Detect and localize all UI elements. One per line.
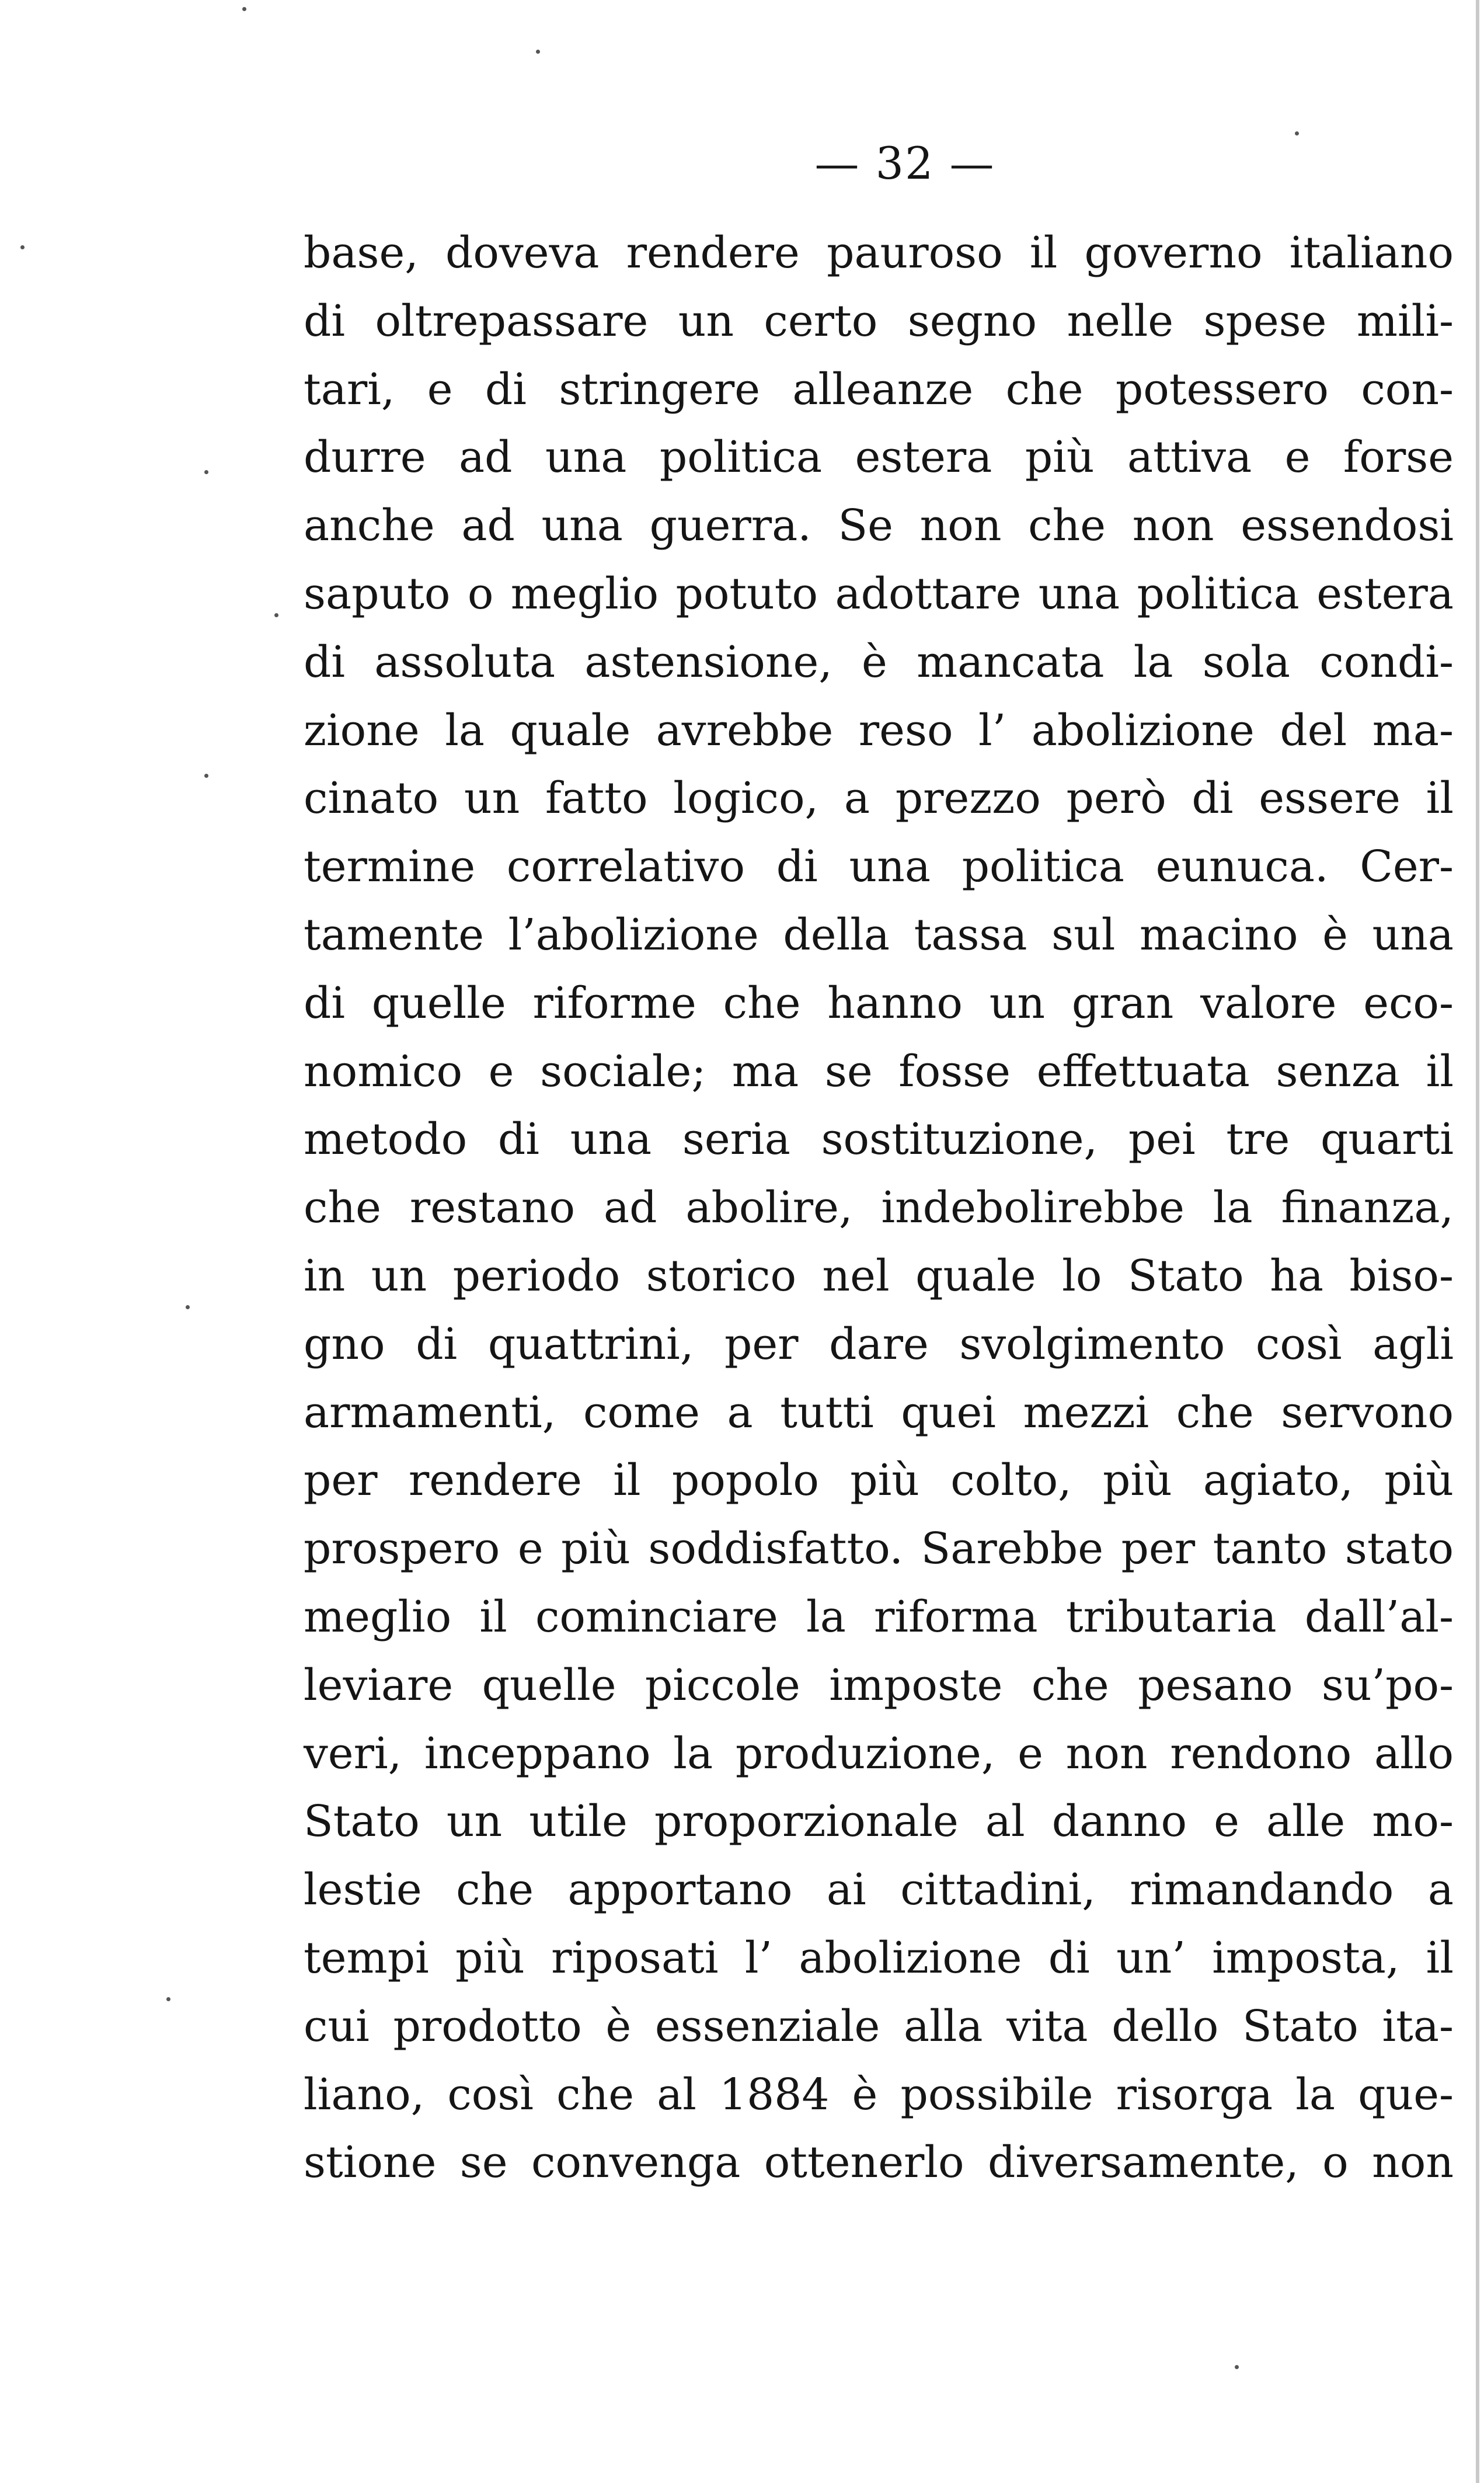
text-line: saputo o meglio potuto adottare una politica estera — [304, 568, 1454, 619]
text-line: liano, così che al 1884 è possibile risorga la que- — [304, 2069, 1454, 2120]
text-line: Stato un utile proporzionale al danno e alle mo- — [304, 1796, 1454, 1847]
text-line: termine correlativo di una politica eunuca. Cer- — [304, 841, 1454, 892]
text-line: base, doveva rendere pauroso il governo italiano — [304, 228, 1454, 278]
text-line: in un periodo storico nel quale lo Stato ha biso- — [304, 1250, 1454, 1301]
scan-speck — [166, 1997, 170, 2001]
text-line: cinato un fatto logico, a prezzo però di essere il — [304, 773, 1454, 824]
text-line: armamenti, come a tutti quei mezzi che servono — [304, 1387, 1454, 1438]
scan-speck — [1295, 131, 1299, 135]
page-edge-rule — [1476, 0, 1479, 2483]
text-line: lestie che apportano ai cittadini, rimandando a — [304, 1865, 1454, 1915]
text-line: stione se convenga ottenerlo diversamente, o non — [304, 2137, 1454, 2188]
text-line: metodo di una seria sostituzione, pei tre quarti — [304, 1114, 1454, 1165]
text-line: di assoluta astensione, è mancata la sola condi- — [304, 637, 1454, 687]
text-line: leviare quelle piccole imposte che pesano su’po- — [304, 1660, 1454, 1710]
text-line: anche ad una guerra. Se non che non essendosi — [304, 500, 1454, 551]
scan-speck — [204, 774, 208, 778]
text-line: veri, inceppano la produzione, e non rendono allo — [304, 1728, 1454, 1779]
scan-speck — [242, 7, 246, 11]
text-line: che restano ad abolire, indebolirebbe la finanza, — [304, 1183, 1454, 1233]
scan-speck — [1235, 2365, 1239, 2369]
text-line: tari, e di stringere alleanze che potessero con- — [304, 364, 1454, 415]
scan-speck — [204, 470, 208, 474]
text-line: gno di quattrini, per dare svolgimento così agli — [304, 1319, 1454, 1369]
scan-speck — [186, 1305, 190, 1309]
page-number: — 32 — — [814, 137, 995, 189]
text-line: di oltrepassare un certo segno nelle spese mili- — [304, 295, 1454, 346]
text-line: prospero e più soddisfatto. Sarebbe per tanto stato — [304, 1524, 1454, 1574]
text-line: zione la quale avrebbe reso l’ abolizione del ma- — [304, 705, 1454, 756]
scan-speck — [274, 613, 278, 617]
text-line: meglio il cominciare la riforma tributaria dall’al- — [304, 1591, 1454, 1642]
text-line: durre ad una politica estera più attiva e forse — [304, 432, 1454, 483]
scan-speck — [20, 245, 25, 249]
text-line: nomico e sociale; ma se fosse effettuata senza il — [304, 1046, 1454, 1097]
text-line: cui prodotto è essenziale alla vita dello Stato ita- — [304, 2001, 1454, 2051]
text-line: di quelle riforme che hanno un gran valore eco- — [304, 978, 1454, 1028]
text-line: tamente l’abolizione della tassa sul macino è una — [304, 909, 1454, 960]
body-text — [304, 219, 1454, 2197]
text-line: tempi più riposati l’ abolizione di un’ imposta, il — [304, 1932, 1454, 1983]
text-line: per rendere il popolo più colto, più agiato, più — [304, 1455, 1454, 1506]
scan-speck — [536, 50, 540, 54]
